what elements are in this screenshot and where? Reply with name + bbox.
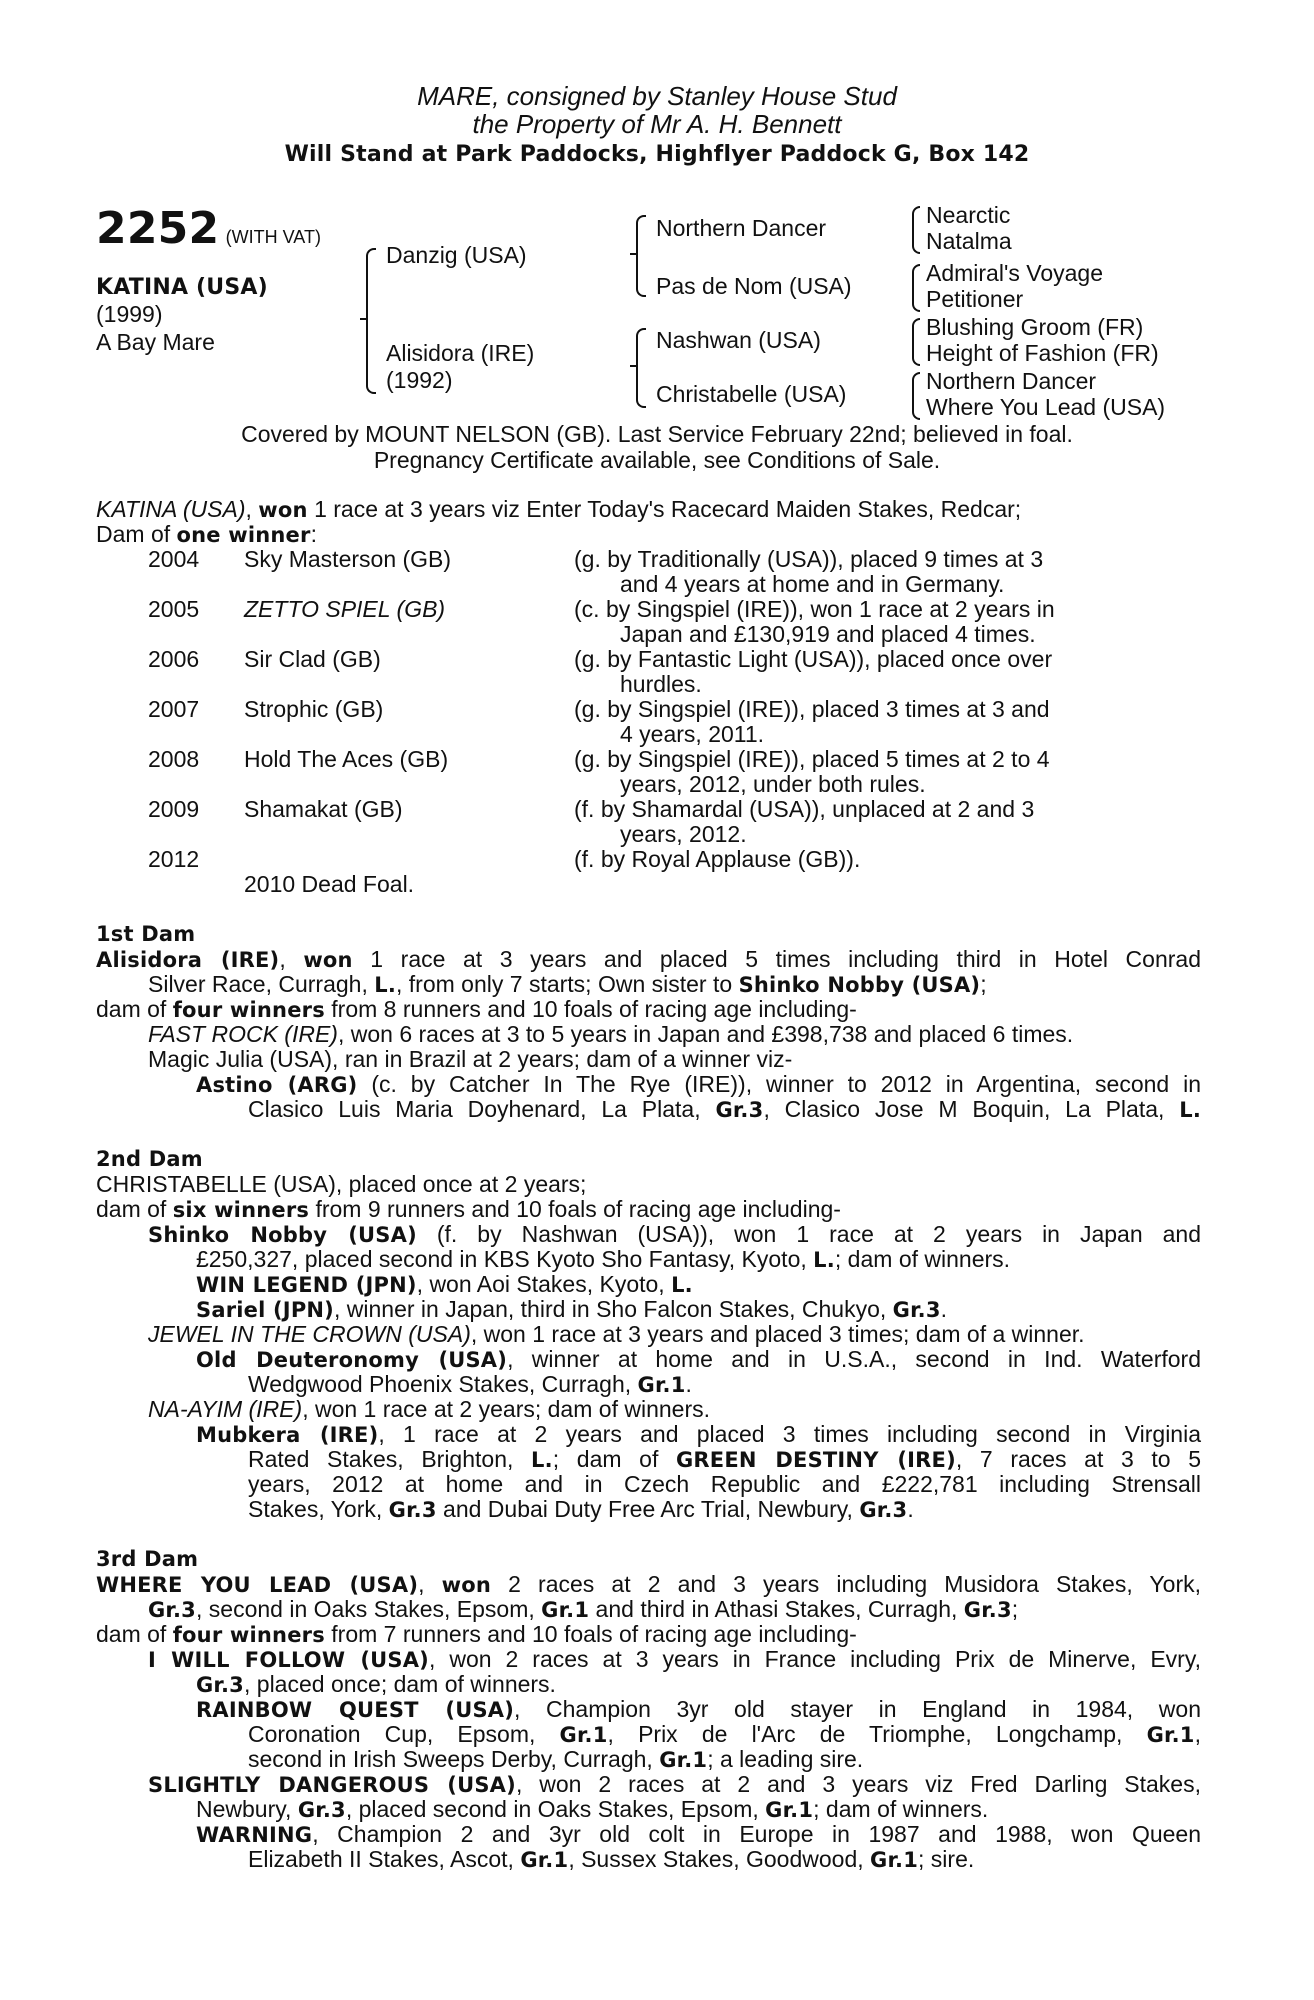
- pedigree-g1: Nearctic: [926, 202, 1011, 228]
- dam3-grade: Gr.1: [1146, 1723, 1195, 1747]
- dam2-foal-name: Shinko Nobby (USA): [148, 1223, 417, 1247]
- progeny-year: 2008: [148, 746, 200, 772]
- pedigree-g4: Petitioner: [926, 286, 1024, 312]
- pedigree-brace-main-tick: [360, 318, 368, 320]
- dam2-text: £250,327, placed second in KBS Kyoto Sho Fantasy, Kyoto,: [196, 1246, 814, 1272]
- progeny-detail: (g. by Singspiel (IRE)), placed 3 times at 3 and: [574, 696, 1050, 722]
- dam2-text: years, 2012 at home and in Czech Republic and £222,781 including Strensall: [248, 1471, 1201, 1497]
- progeny-detail: (f. by Royal Applause (GB)).: [574, 846, 861, 872]
- lot-year: (1999): [96, 301, 163, 327]
- dam3-foal-name: SLIGHTLY DANGEROUS (USA): [148, 1773, 516, 1797]
- progeny-row: [96, 797, 1116, 847]
- pedigree-sire: Danzig (USA): [386, 242, 527, 268]
- dam2-winners: six winners: [172, 1198, 310, 1222]
- dam3-grade: Gr.1: [870, 1848, 919, 1872]
- dam2-text: .: [685, 1371, 692, 1397]
- dam2-grade: Gr.3: [892, 1298, 941, 1322]
- progeny-row: [96, 647, 1116, 697]
- dam2-text: from 9 runners and 10 foals of racing age including-: [309, 1196, 841, 1222]
- katina-dam-of: Dam of: [96, 521, 177, 547]
- lot-description: A Bay Mare: [96, 329, 215, 355]
- dam2-text: and Dubai Duty Free Arc Trial, Newbury,: [436, 1496, 860, 1522]
- dam3-text: Newbury,: [196, 1796, 298, 1822]
- progeny-year: 2007: [148, 696, 200, 722]
- pedigree-g5: Blushing Groom (FR): [926, 314, 1144, 340]
- dam3-text: from 7 runners and 10 foals of racing age including-: [324, 1621, 857, 1647]
- progeny-name: ZETTO SPIEL (GB): [244, 596, 446, 622]
- dam2-text: ; dam of: [552, 1446, 676, 1472]
- progeny-detail: (c. by Singspiel (IRE)), won 1 race at 2 years in: [574, 596, 1055, 622]
- katina-name: KATINA (USA): [96, 496, 246, 522]
- dam3-text: 2 races at 2 and 3 years including Musidora Stakes, York,: [491, 1571, 1201, 1597]
- dam3-name: WHERE YOU LEAD (USA): [96, 1573, 419, 1597]
- dam3-text: second in Irish Sweeps Derby, Curragh,: [248, 1746, 660, 1772]
- progeny-year: 2012: [148, 846, 200, 872]
- dam1-text: (c. by Catcher In The Rye (IRE)), winner to 2012 in Argentina, second in: [357, 1071, 1201, 1097]
- dam1-grade: Gr.3: [715, 1098, 764, 1122]
- dam1-text: from 8 runners and 10 foals of racing age including-: [324, 996, 857, 1022]
- third-dam-section: [96, 1547, 1201, 1872]
- dam3-text: ,: [1194, 1721, 1201, 1747]
- dam1-grade: L.: [374, 973, 397, 997]
- dam2-grade: L.: [813, 1248, 835, 1272]
- pedigree-dam-year: (1992): [386, 367, 453, 393]
- progeny-name: Shamakat (GB): [244, 796, 403, 822]
- lot-number: 2252: [96, 203, 220, 254]
- dam1-text: , won 6 races at 3 to 5 years in Japan and £398,738 and placed 6 times.: [337, 1021, 1074, 1047]
- progeny-row: [96, 697, 1116, 747]
- dam3-sep: ,: [418, 1571, 442, 1597]
- pedigree-brace-main: [366, 248, 376, 394]
- dam3-foal-name: I WILL FOLLOW (USA): [148, 1648, 429, 1672]
- katina-record: KATINA (USA), won 1 race at 3 years viz Enter Today's Racecard Maiden Stakes, Redcar; Dam of one winner:: [96, 496, 1022, 547]
- dam3-grade: Gr.1: [541, 1598, 590, 1622]
- progeny-detail-cont: Japan and £130,919 and placed 4 times.: [620, 621, 1036, 647]
- stand-location: Will Stand at Park Paddocks, Highflyer Paddock G, Box 142: [284, 142, 1030, 167]
- dam2-text: , winner at home and in U.S.A., second in Ind. Waterford: [507, 1346, 1201, 1372]
- pedigree-brace-g56: [912, 318, 920, 366]
- dam1-grade: L.: [1179, 1098, 1201, 1122]
- dam3-grade: Gr.3: [963, 1598, 1012, 1622]
- first-dam-heading: 1st Dam: [96, 922, 196, 946]
- dam2-text: , winner in Japan, third in Sho Falcon Stakes, Chukyo,: [333, 1296, 893, 1322]
- dam3-text: ; a leading sire.: [707, 1746, 864, 1772]
- dam2-text: .: [907, 1496, 914, 1522]
- progeny-name: Hold The Aces (GB): [244, 746, 449, 772]
- dam3-text: , Champion 3yr old stayer in England in 1984, won: [514, 1696, 1201, 1722]
- dam3-grade: Gr.3: [148, 1598, 196, 1622]
- dam1-foal-line: Magic Julia (USA), ran in Brazil at 2 years; dam of a winner viz-: [148, 1046, 793, 1072]
- dam1-sep: ,: [279, 946, 304, 972]
- progeny-detail: (f. by Shamardal (USA)), unplaced at 2 and 3: [574, 796, 1035, 822]
- dam3-text: ; dam of winners.: [813, 1796, 989, 1822]
- dam3-text: , won 2 races at 2 and 3 years viz Fred Darling Stakes,: [515, 1771, 1201, 1797]
- dam3-text: Elizabeth II Stakes, Ascot,: [248, 1846, 521, 1872]
- progeny-year: 2009: [148, 796, 200, 822]
- dam2-text: , won 1 race at 3 years and placed 3 times; dam of a winner.: [470, 1321, 1085, 1347]
- dam3-text: dam of: [96, 1621, 173, 1647]
- dam1-name: Alisidora (IRE): [96, 948, 280, 972]
- pedigree-dam-sire: Nashwan (USA): [656, 327, 821, 353]
- dam2-foal-name: JEWEL IN THE CROWN (USA): [148, 1321, 471, 1347]
- dam1-grandfoal-name: Astino (ARG): [196, 1073, 358, 1097]
- pedigree-g3: Admiral's Voyage: [926, 260, 1103, 286]
- dam3-text: , placed once; dam of winners.: [244, 1671, 556, 1697]
- dam2-text: .: [940, 1296, 948, 1322]
- progeny-table: [96, 547, 1116, 897]
- pedigree-brace-dam-tick: [630, 365, 638, 367]
- dam3-text: , Sussex Stakes, Goodwood,: [568, 1846, 871, 1872]
- pedigree-g6: Height of Fashion (FR): [926, 340, 1159, 366]
- progeny-name: Strophic (GB): [244, 696, 384, 722]
- pedigree-brace-g78: [912, 372, 920, 420]
- dam1-text: Silver Race, Curragh,: [148, 971, 375, 997]
- lot-number-block: [96, 205, 321, 253]
- dam2-text: (f. by Nashwan (USA)), won 1 race at 2 years in Japan and: [416, 1221, 1202, 1247]
- dam3-text: Coronation Cup, Epsom,: [248, 1721, 560, 1747]
- dam2-name-line: CHRISTABELLE (USA), placed once at 2 years;: [96, 1171, 587, 1197]
- katina-winners: one winner: [176, 523, 311, 547]
- dam1-text: 1 race at 3 years and placed 5 times including third in Hotel Conrad: [352, 946, 1201, 972]
- pedigree-brace-sire: [636, 215, 646, 297]
- katina-race-text: 1 race at 3 years viz Enter Today's Racecard Maiden Stakes, Redcar;: [307, 496, 1022, 522]
- second-dam-heading: 2nd Dam: [96, 1147, 203, 1171]
- pregnancy-certificate: Pregnancy Certificate available, see Conditions of Sale.: [373, 447, 941, 473]
- dam1-winners: four winners: [172, 998, 325, 1022]
- dam1-text: , from only 7 starts; Own sister to: [396, 971, 739, 997]
- dam2-text: , 1 race at 2 years and placed 3 times including second in Virginia: [378, 1421, 1201, 1447]
- pedigree-g2: Natalma: [926, 228, 1012, 254]
- dam2-text: dam of: [96, 1196, 173, 1222]
- progeny-name: Sky Masterson (GB): [244, 546, 452, 572]
- progeny-year: 2006: [148, 646, 200, 672]
- dam3-grade: Gr.1: [520, 1848, 569, 1872]
- dam3-winners: four winners: [172, 1623, 325, 1647]
- dam3-grandfoal-name: WARNING: [196, 1823, 313, 1847]
- dam3-text: ; sire.: [918, 1846, 975, 1872]
- dam1-won: won: [303, 948, 353, 972]
- property-line: the Property of Mr A. H. Bennett: [472, 109, 842, 139]
- pedigree-g8: Where You Lead (USA): [926, 394, 1166, 420]
- dam2-grandfoal-name: Old Deuteronomy (USA): [196, 1348, 508, 1372]
- covered-by: Covered by MOUNT NELSON (GB). Last Service February 22nd; believed in foal.: [241, 421, 1073, 447]
- dam2-grade: L.: [531, 1448, 553, 1472]
- progeny-detail: (g. by Fantastic Light (USA)), placed once over: [574, 646, 1053, 672]
- katina-colon: :: [310, 521, 317, 547]
- first-dam-section: [96, 922, 1201, 1122]
- dam2-grade: Gr.3: [859, 1498, 908, 1522]
- pedigree-dam-dam: Christabelle (USA): [656, 381, 847, 407]
- dam3-grandfoal-name: RAINBOW QUEST (USA): [196, 1698, 515, 1722]
- progeny-detail-cont: hurdles.: [620, 671, 702, 697]
- dam2-grandfoal-name: Sariel (JPN): [196, 1298, 334, 1322]
- progeny-detail: (g. by Singspiel (IRE)), placed 5 times at 2 to 4: [574, 746, 1050, 772]
- dam2-text: Rated Stakes, Brighton,: [248, 1446, 532, 1472]
- dam3-text: , placed second in Oaks Stakes, Epsom,: [345, 1796, 766, 1822]
- dam3-text: ;: [1011, 1596, 1019, 1622]
- dam2-grandfoal-name: WIN LEGEND (JPN): [196, 1273, 417, 1297]
- pedigree-sire-sire: Northern Dancer: [656, 215, 827, 241]
- pedigree-g7: Northern Dancer: [926, 368, 1097, 394]
- progeny-row: [96, 597, 1116, 647]
- dam1-text: , Clasico Jose M Boquin, La Plata,: [763, 1096, 1180, 1122]
- dam3-text: and third in Athasi Stakes, Curragh,: [589, 1596, 964, 1622]
- dam2-text: , won 1 race at 2 years; dam of winners.: [302, 1396, 710, 1422]
- lot-name: KATINA (USA): [96, 275, 268, 300]
- dam3-text: , second in Oaks Stakes, Epsom,: [196, 1596, 542, 1622]
- dam2-grade: Gr.3: [388, 1498, 437, 1522]
- dam3-grade: Gr.1: [659, 1748, 708, 1772]
- pedigree-brace-g12: [912, 206, 920, 254]
- progeny-detail-cont: 4 years, 2011.: [620, 721, 765, 747]
- dam1-text: Clasico Luis Maria Doyhenard, La Plata,: [248, 1096, 716, 1122]
- progeny-row: [96, 847, 1116, 897]
- dam3-text: , won 2 races at 3 years in France including Prix de Minerve, Evry,: [428, 1646, 1202, 1672]
- third-dam-heading: 3rd Dam: [96, 1547, 199, 1571]
- pedigree-brace-sire-tick: [630, 253, 638, 255]
- vat-note: (WITH VAT): [225, 227, 321, 247]
- pedigree-brace-dam: [636, 328, 646, 408]
- dam3-grade: Gr.3: [196, 1673, 244, 1697]
- dam1-text: dam of: [96, 996, 173, 1022]
- dam3-grade: Gr.3: [297, 1798, 346, 1822]
- dam2-text: Stakes, York,: [248, 1496, 389, 1522]
- progeny-detail-cont: years, 2012.: [620, 821, 747, 847]
- katina-won: won: [258, 498, 308, 522]
- dam2-text: ; dam of winners.: [834, 1246, 1011, 1272]
- dam1-foal-name: FAST ROCK (IRE): [148, 1021, 338, 1047]
- dam3-text: , Champion 2 and 3yr old colt in Europe in 1987 and 1988, won Queen: [312, 1821, 1201, 1847]
- progeny-row: [96, 547, 1116, 597]
- dam2-grade: L.: [671, 1273, 693, 1297]
- dam2-foal-name: NA-AYIM (IRE): [148, 1396, 303, 1422]
- consignor-line: MARE, consigned by Stanley House Stud: [417, 81, 897, 111]
- dam2-grade: Gr.1: [637, 1373, 686, 1397]
- progeny-detail-cont: and 4 years at home and in Germany.: [620, 571, 1005, 597]
- dam2-text: , won Aoi Stakes, Kyoto,: [416, 1271, 672, 1297]
- dam2-text: Wedgwood Phoenix Stakes, Curragh,: [248, 1371, 638, 1397]
- dam3-text: , Prix de l'Arc de Triomphe, Longchamp,: [607, 1721, 1147, 1747]
- progeny-year: 2005: [148, 596, 200, 622]
- dam2-great-grandfoal: GREEN DESTINY (IRE): [675, 1448, 956, 1472]
- progeny-year: 2004: [148, 546, 200, 572]
- progeny-detail: (g. by Traditionally (USA)), placed 9 times at 3: [574, 546, 1044, 572]
- pedigree-brace-g34: [912, 264, 920, 312]
- dam1-text: ;: [980, 971, 987, 997]
- dam3-grade: Gr.1: [559, 1723, 608, 1747]
- dam3-won: won: [441, 1573, 492, 1597]
- dam2-grandfoal-name: Mubkera (IRE): [196, 1423, 379, 1447]
- dam3-grade: Gr.1: [765, 1798, 814, 1822]
- progeny-name: 2010 Dead Foal.: [244, 871, 415, 897]
- pedigree-dam: Alisidora (IRE): [386, 340, 535, 366]
- progeny-detail-cont: years, 2012, under both rules.: [620, 771, 926, 797]
- second-dam-section: [96, 1147, 1201, 1522]
- dam1-sister: Shinko Nobby (USA): [738, 973, 981, 997]
- progeny-row: [96, 747, 1116, 797]
- dam2-text: , 7 races at 3 to 5: [955, 1446, 1202, 1472]
- progeny-name: Sir Clad (GB): [244, 646, 381, 672]
- pedigree-sire-dam: Pas de Nom (USA): [656, 273, 852, 299]
